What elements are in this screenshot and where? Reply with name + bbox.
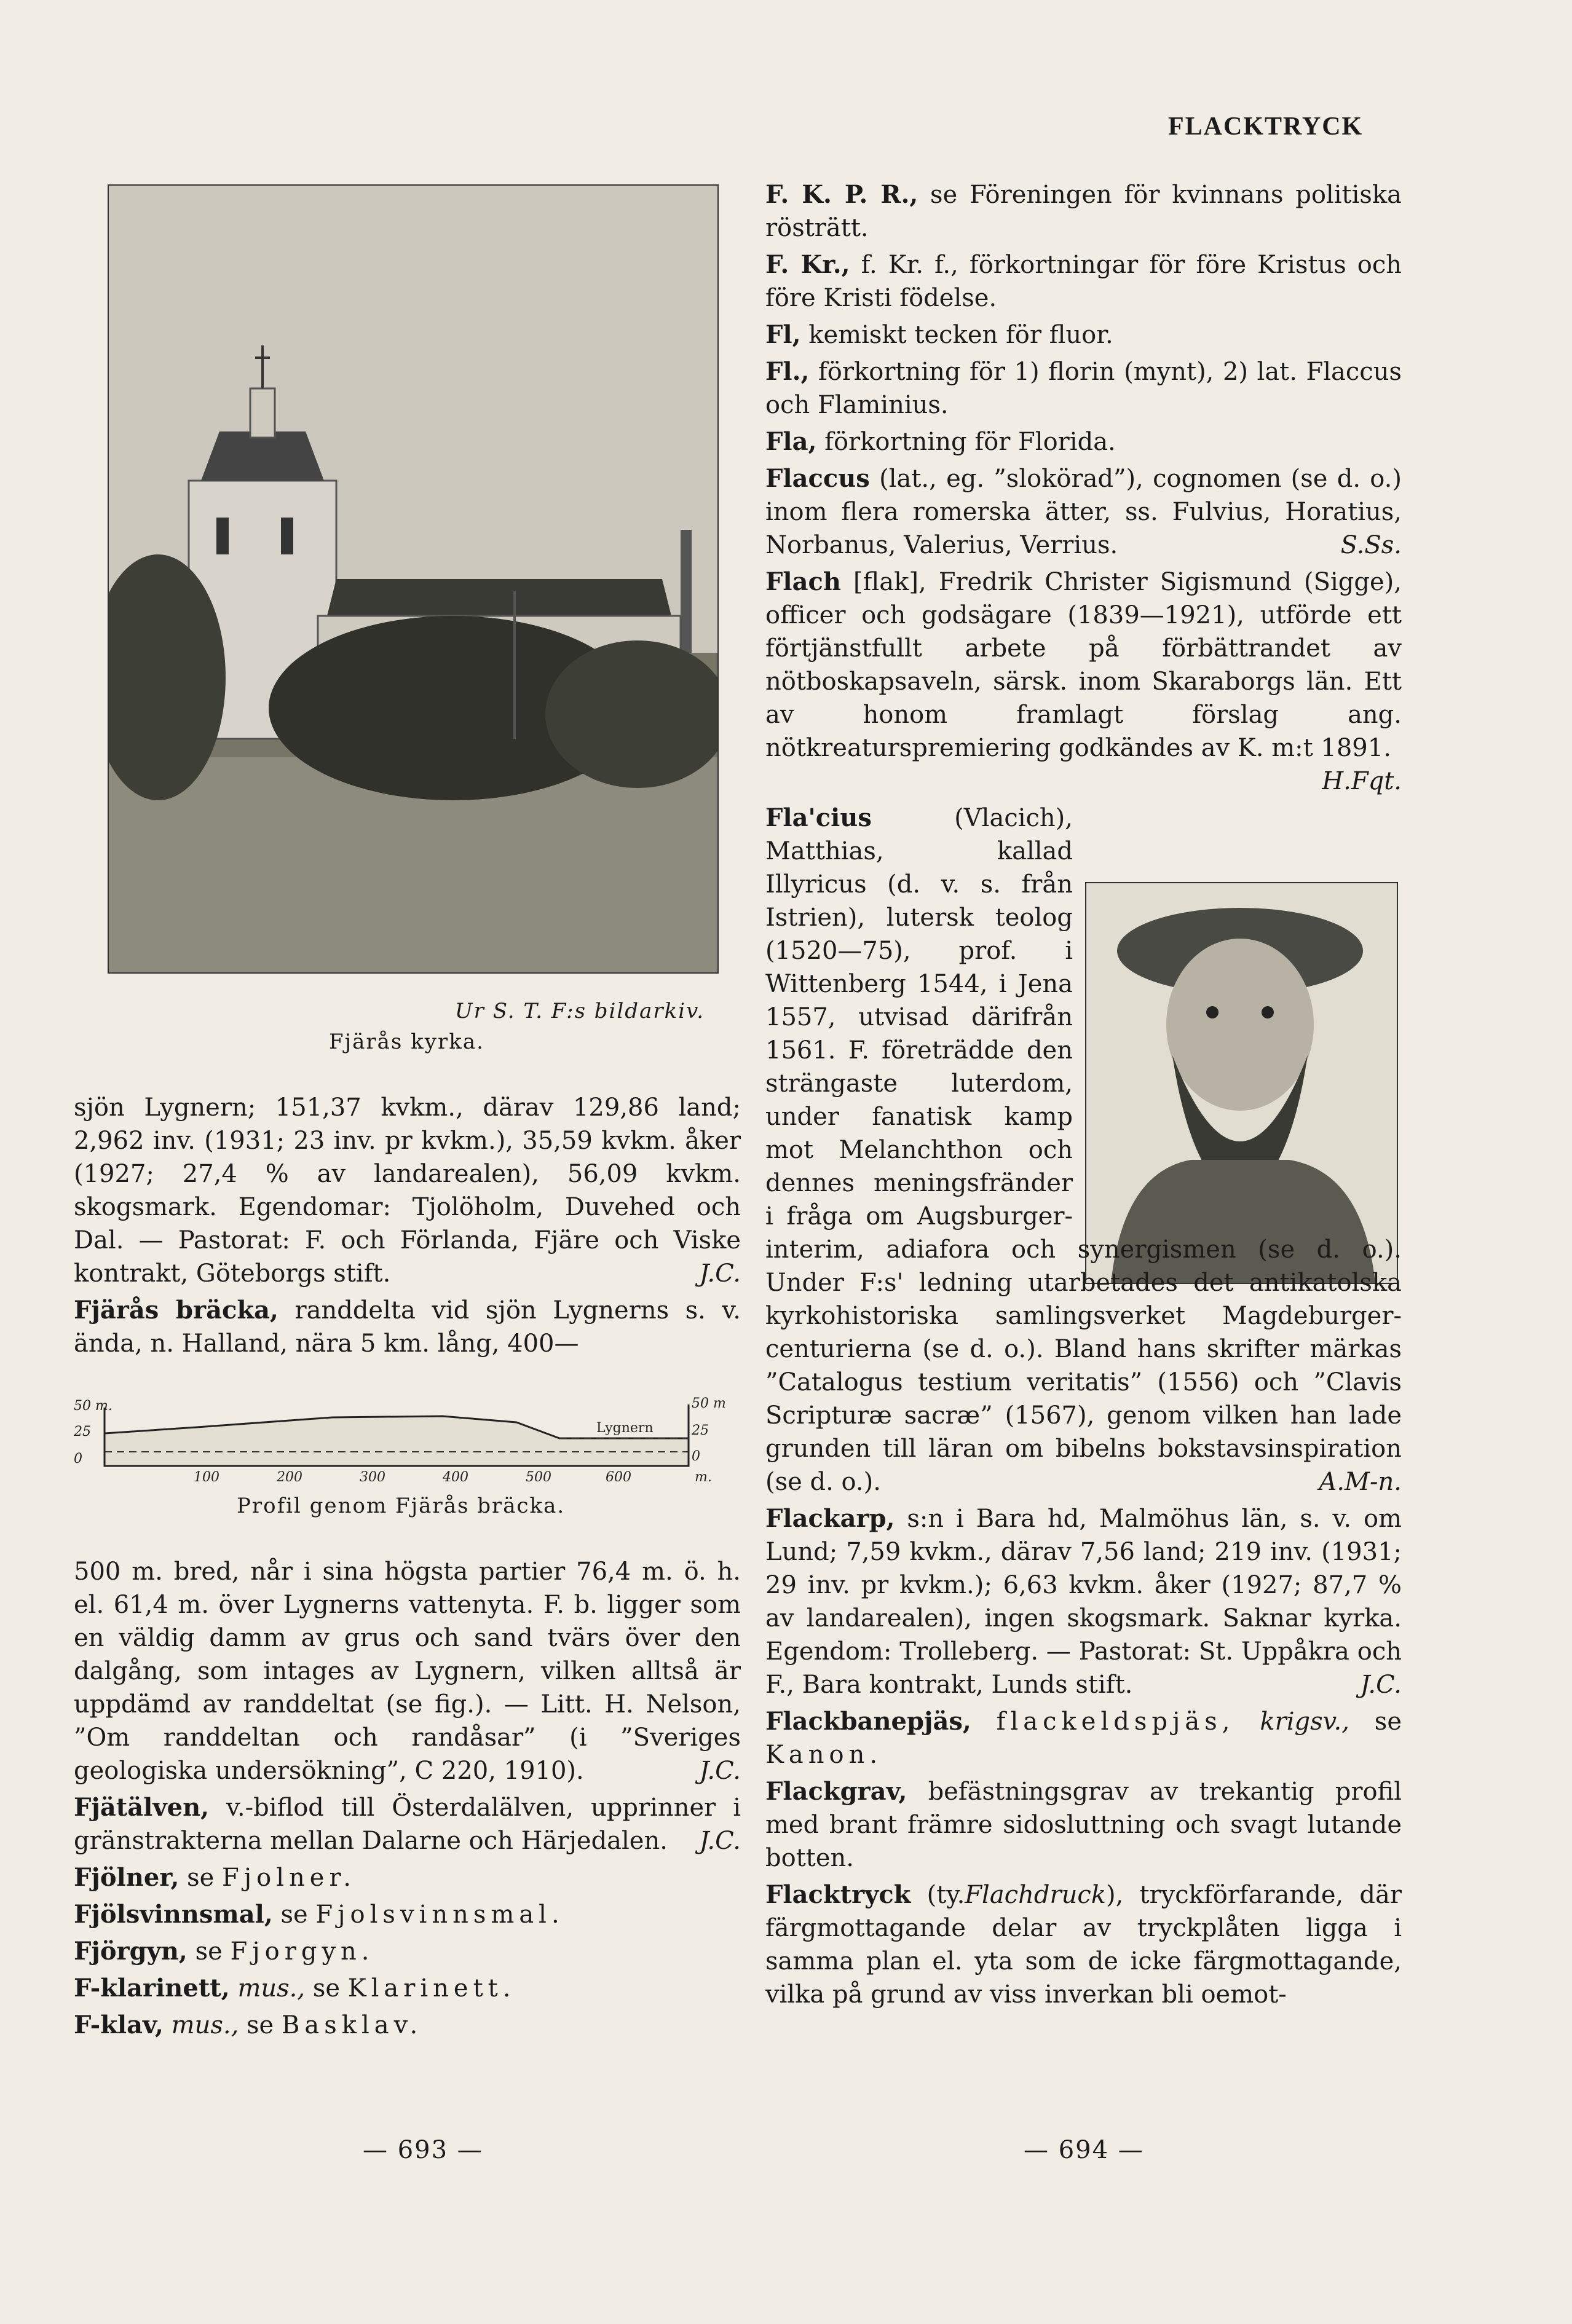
left-column-bottom [74,1555,741,2046]
headword: Fjätälven, [74,1793,210,1822]
profile-figure [74,1395,741,1487]
headword: F-klav, [74,2011,164,2039]
page-number-right: — 694 — [1024,2136,1144,2164]
signature: J.C. [699,1757,741,1785]
entry-flackgrav: Flackgrav, befästningsgrav av trekantig profil med brant främre sidosluttning och svagt lutande botten. [765,1777,1402,1872]
entry-fkpr: F. K. P. R., se Föreningen för kvinnans politiska rösträtt. [765,180,1402,242]
headword: Flackarp, [765,1504,895,1533]
headword: Flach [765,567,841,596]
signature: H.Fqt. [1322,767,1402,795]
x-tick-600: 600 [606,1470,631,1485]
cross-reference: Kanon. [765,1741,883,1769]
cross-reference: Fjolner. [222,1864,356,1892]
entry-fjatalven: Fjätälven, v.-biflod till Österdalälven, upprinner i gränstrakterna mellan Dalarne och Härjedalen. J.C. [74,1791,741,1857]
headword: Flacktryck [765,1880,911,1909]
x-tick-m: m. [695,1470,712,1485]
entry-flach: Flach [flak], Fredrik Christer Sigismund (Sigge), officer och godsägare (1839—1921), utförde ett förtjänstfullt arbete på förbättrandet av nötboskapsaveln, särsk. inom Skaraborgs län. Ett av honom framlagt förslag ang. nötkreaturspremiering godkändes av K. m:t 1891. H.Fqt. [765,565,1402,798]
cross-reference: Basklav. [281,2011,423,2039]
entry-flackbanepjas: Flackbanepjäs, flackeldspjäs, krigsv., se Kanon. [765,1707,1402,1769]
entry-fl-abbr: Fl., förkortning för 1) florin (mynt), 2) lat. Flaccus och Flaminius. [765,357,1402,419]
headword: Fjörgyn, [74,1937,188,1966]
headword: F-klarinett, [74,1974,230,2003]
y-left-50: 50 m. [74,1398,113,1414]
y-right-0: 0 [692,1449,700,1464]
entry-flackarp: Flackarp, s:n i Bara hd, Malmöhus län, s. v. om Lund; 7,59 kvkm., därav 7,56 land; 219 inv. (1931; 29 inv. pr kvkm.); 6,63 kvkm. åker (1927; 87,7 % av landarealen), ingen skogsmark. Saknar kyrka. Egendom: Trolleberg. — Pastorat: St. Uppåkra och F., Bara kontrakt, Lunds stift. J.C. [765,1502,1402,1701]
headword: Fjölsvinnsmal, [74,1900,273,1929]
headword: Flackbanepjäs, [765,1707,971,1736]
headword: Fl, [765,320,801,349]
entry-fjaras-continued: sjön Lygnern; 151,37 kvkm., därav 129,86 land; 2,962 inv. (1931; 23 inv. pr kvkm.), 35,59 kvkm. åker (1927; 27,4 % av landarealen), 56,09 kvkm. skogsmark. Egendomar: Tjolöholm, Duvehed och Dal. — Pastorat: F. och Förlanda, Fjäre och Viske kontrakt, Göteborgs stift. J.C. [74,1091,741,1290]
headword: Flackgrav, [765,1777,907,1806]
entry-bracka-continued: 500 m. bred, når i sina högsta partier 76,4 m. ö. h. el. 61,4 m. över Lygnerns vattenyta. F. b. ligger som en väldig damm av grus och sand tvärs över den dalgång, som intages av Lygnern, vilken alltså är uppdämd av randdeltat (se fig.). — Litt. H. Nelson, ”Om randdeltan och randåsar” (i ”Sveriges geologiska undersökning”, C 220, 1910). J.C. [74,1555,741,1787]
entry-flacktryck: Flacktryck (ty.Flachdruck), tryckförfarande, där färgmottagande delar av tryckplåten ligga i samma plan el. yta som de icke färgmottagande, vilka på grund av viss inverkan bli oemot- [765,1880,1402,2009]
label-lake: Lygnern [596,1420,654,1436]
entry-fjorgyn: Fjörgyn, se Fjorgyn. [74,1937,374,1966]
x-tick-500: 500 [526,1470,551,1485]
entry-fla: Fla, förkortning för Florida. [765,427,1116,456]
headword: Fjölner, [74,1863,180,1892]
signature: A.M-n. [1319,1468,1402,1496]
running-head: FLACKTRYCK [1168,112,1364,141]
entry-flaccus: Flaccus (lat., eg. ”slokörad”), cognomen (se d. o.) inom flera romerska ätter, ss. Fulvius, Horatius, Norbanus, Valerius, Verrius. S.Ss. [765,462,1402,562]
x-tick-100: 100 [194,1470,219,1485]
headword: F. K. P. R., [765,180,918,209]
x-tick-400: 400 [443,1470,468,1485]
entry-fl: Fl, kemiskt tecken för fluor. [765,320,1113,349]
church-photo-credit: Ur S. T. F:s bildarkiv. [455,999,705,1023]
church-photo [108,184,719,974]
left-column-top [74,1091,741,1364]
headword: Fjärås bräcka, [74,1296,278,1325]
headword: F. Kr., [765,250,850,279]
entry-flacius: Fla'cius (Vlacich), Matthias, kallad Illyricus (d. v. s. från Istrien), lutersk teolog (1520—75), prof. i Wittenberg 1544, i Jena 1557, utvisad därifrån 1561. F. företrädde den strängaste luterdom, under fanatisk kamp mot Melanchthon och dennes meningsfränder i fråga om Augsburger-interim, adiafora och synergismen (se d. o.). Under F:s' ledning utarbetades det antikatolska kyrkohistoriska samlingsverket Magdeburger-centurierna (se d. o.). Bland hans skrifter märkas ”Catalogus testium veritatis” (1556) och ”Clavis Scripturæ sacræ” (1567), genom vilken han lade grunden till läran om bibelns bokstavsinspiration (se d. o.). A.M-n. [765,802,1402,1499]
signature: J.C. [1360,1671,1402,1699]
y-left-0: 0 [74,1451,82,1467]
church-photo-caption: Fjärås kyrka. [329,1030,484,1054]
signature: J.C. [699,1259,741,1288]
right-column [765,178,1402,2015]
headword: Fl., [765,357,810,386]
cross-reference: Fjolsvinnsmal. [315,1901,564,1929]
signature: J.C. [699,1827,741,1855]
y-left-25: 25 [74,1424,91,1440]
church-illustration [109,186,717,972]
portrait-space [1073,802,1402,1232]
entry-fjaras-bracka: Fjärås bräcka, randdelta vid sjön Lygnerns s. v. ända, n. Halland, nära 5 km. lång, 400— [74,1296,741,1358]
x-tick-300: 300 [360,1470,385,1485]
entry-fjolsvinnsmal: Fjölsvinnsmal, se Fjolsvinnsmal. [74,1900,564,1929]
page-number-left: — 693 — [363,2136,483,2164]
cross-reference: Klarinett. [347,1974,516,2003]
profile-caption: Profil genom Fjärås bräcka. [237,1494,566,1518]
x-tick-200: 200 [277,1470,302,1485]
entry-fkr: F. Kr., f. Kr. f., förkortningar för före Kristus och före Kristi födelse. [765,250,1402,312]
headword: Fla, [765,427,817,456]
signature: S.Ss. [1340,531,1402,559]
y-right-50: 50 m [692,1396,726,1411]
profile-diagram [74,1395,741,1487]
entry-f-klav: F-klav, mus., se Basklav. [74,2011,423,2039]
headword: Fla'cius [765,803,872,832]
entry-f-klarinett: F-klarinett, mus., se Klarinett. [74,1974,516,2003]
y-right-25: 25 [692,1423,709,1438]
headword: Flaccus [765,464,870,493]
cross-reference: Fjorgyn. [230,1937,374,1966]
entry-fjolner: Fjölner, se Fjolner. [74,1863,356,1892]
